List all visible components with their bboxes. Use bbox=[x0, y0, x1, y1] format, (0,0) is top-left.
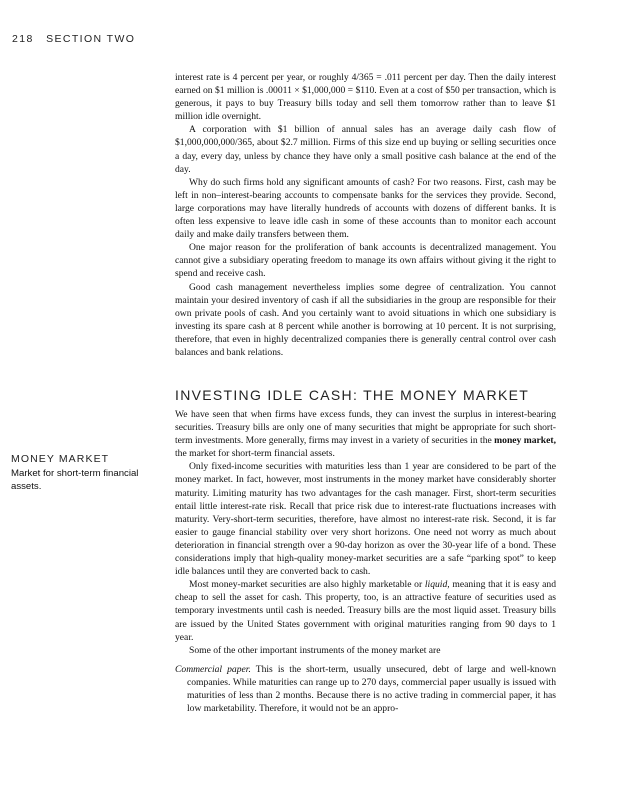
paragraph: Why do such firms hold any significant amounts of cash? For two reasons. First, cash may be left in non–interest-bearing accounts to compensate banks for the services they provide. Second, large corporations may have literally hundreds of accounts with dozens of different banks. It is often less expensive to leave idle cash in some of these accounts than to monitor each account daily and make daily transfers between them. bbox=[175, 176, 556, 241]
list-item bbox=[175, 663, 556, 715]
section-heading: INVESTING IDLE CASH: THE MONEY MARKET bbox=[175, 387, 530, 403]
paragraph bbox=[175, 578, 556, 643]
paragraph: Only fixed-income securities with maturities less than 1 year are considered to be part of the money market. In fact, however, most instruments in the money market have considerably shorter maturity. Limiting maturity has two advantages for the cash manager. First, short-term securities entail little interest-rate risk. Recall that price risk due to interest-rate fluctuations increases with maturity. Very-short-term securities, therefore, have almost no interest-rate risk. Second, it is far easier to gauge financial stability over very short horizons. One need not worry as much about deterioration in financial strength over a 90-day horizon as over the 30-year life of a bond. These considerations imply that high-quality money-market securities are a safe “parking spot” to keep idle balances until they are converted back to cash. bbox=[175, 461, 556, 578]
paragraph: One major reason for the proliferation of bank accounts is decentralized management. You cannot give a subsidiary operating freedom to manage its own affairs without giving it the right to spend and receive cash. bbox=[175, 242, 556, 280]
text-run: Most money-market securities are also highly marketable or bbox=[189, 579, 425, 591]
page-number: 218 bbox=[12, 33, 34, 45]
margin-term: MONEY MARKET bbox=[11, 453, 110, 465]
item-term: Commercial paper. bbox=[175, 663, 251, 675]
margin-definition bbox=[11, 453, 161, 493]
text-run: This is the short-term, usually unsecured, debt of large and well-known companies. While maturities can range up to 270 days, commercial paper usually is issued with maturities of less than 2 months. Because there is no active trading in commercial paper, it has low marketability. Therefore, it would not be an appro- bbox=[187, 663, 557, 715]
key-term: money market, bbox=[494, 435, 556, 447]
body-text-top bbox=[175, 71, 556, 359]
text-run: meaning that it is easy and cheap to sell the asset for cash. This property, too, is an attractive feature of securities used as temporary investments until cash is needed. Treasury bills are the most liquid asset. Treasury bills are issued by the United States government with original maturities ranging from 90 days to 1 year. bbox=[175, 579, 556, 643]
section-body bbox=[175, 408, 556, 715]
text-run: We have seen that when firms have excess funds, they can invest the surplus in interest-bearing securities. Treasury bills are only one of many securities that might be appropriate for such short-term investments. More generally, firms may invest in a variety of securities in the bbox=[175, 409, 556, 447]
paragraph: Some of the other important instruments of the money market are bbox=[189, 644, 441, 656]
paragraph: A corporation with $1 billion of annual sales has an average daily cash flow of $1,000,000,000/365, about $2.7 million. Firms of this size end up buying or selling securities once a day, every day, unless by chance they have only a small positive cash balance at the end of the day. bbox=[175, 124, 556, 175]
paragraph: Good cash management nevertheless implies some degree of centralization. You cannot maintain your desired inventory of cash if all the subsidiaries in the group are responsible for their own private pools of cash. And you certainly want to avoid situations in which one subsidiary is investing its spare cash at 8 percent while another is borrowing at 10 percent. It is not surprising, therefore, that even in highly decentralized companies there is generally central control over cash balances and bank relations. bbox=[175, 281, 556, 358]
running-header bbox=[12, 33, 135, 45]
margin-definition-text: Market for short-term financial assets. bbox=[11, 468, 139, 492]
italic-term: liquid, bbox=[424, 579, 450, 591]
paragraph: interest rate is 4 percent per year, or roughly 4/365 = .011 percent per day. Then the daily interest earned on $1 million is .00011 × $1,000,000 = $110. Even at a cost of $50 per transaction, which is generous, it pays to buy Treasury bills today and sell them tomorrow rather than to leave $1 million idle overnight. bbox=[175, 72, 556, 123]
text-run: the market for short-term financial assets. bbox=[175, 448, 335, 460]
section-label: SECTION TWO bbox=[46, 33, 136, 45]
paragraph bbox=[175, 408, 556, 460]
